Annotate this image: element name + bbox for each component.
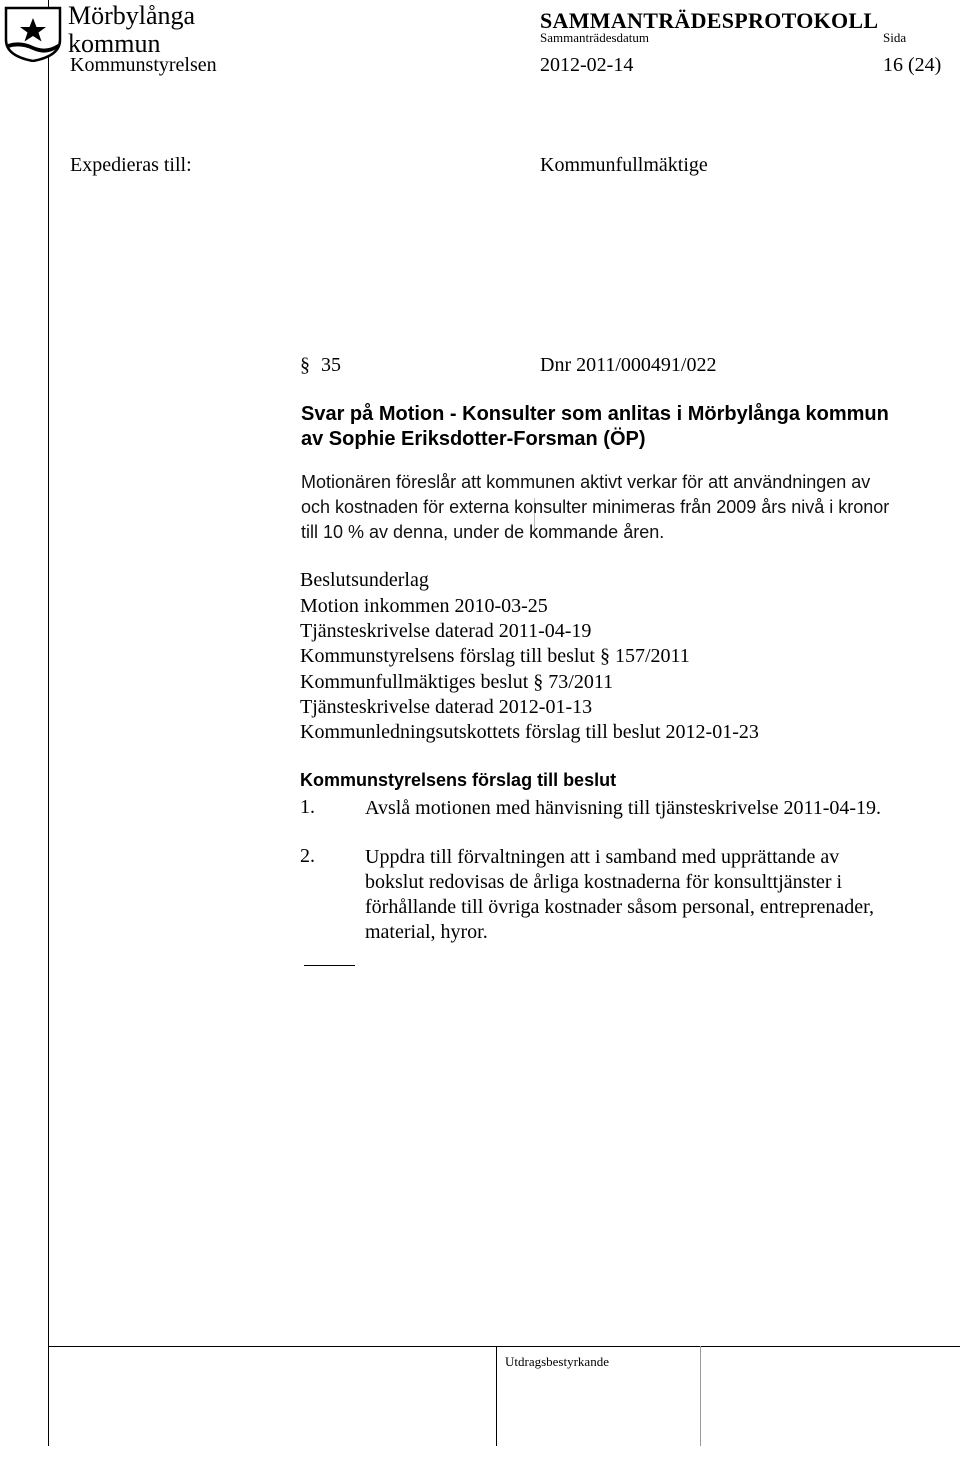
list-item: Tjänsteskrivelse daterad 2012-01-13 bbox=[300, 695, 593, 718]
intro-line-3: till 10 % av denna, under de kommande åren. bbox=[301, 522, 665, 542]
extract-certification-label: Utdragsbestyrkande bbox=[505, 1354, 609, 1369]
page-number: 16 (24) bbox=[883, 54, 942, 76]
proposal-item-text bbox=[365, 796, 945, 821]
beslutsunderlag-list bbox=[300, 594, 759, 745]
municipality-crest-icon bbox=[4, 4, 62, 62]
beslutsunderlag-heading: Beslutsunderlag bbox=[300, 569, 429, 591]
footer-rule bbox=[48, 1346, 960, 1347]
footer-divider-1 bbox=[496, 1346, 497, 1446]
page-label: Sida bbox=[883, 30, 907, 45]
list-item: Kommunledningsutskottets förslag till beslut 2012-01-23 bbox=[300, 721, 759, 744]
expedition-label: Expedieras till: bbox=[70, 154, 192, 176]
paragraph-number-value: 35 bbox=[321, 354, 341, 376]
diary-number: Dnr 2011/000491/022 bbox=[540, 354, 717, 376]
footer-divider-2 bbox=[700, 1346, 701, 1446]
title-line-1: Svar på Motion - Konsulter som anlitas i Mörbylånga kommun bbox=[301, 403, 889, 425]
end-of-item-rule bbox=[304, 965, 355, 966]
paragraph-sign: § bbox=[300, 354, 310, 376]
list-item: Kommunfullmäktiges beslut § 73/2011 bbox=[300, 670, 614, 693]
proposal-item-number: 1. bbox=[300, 796, 315, 818]
logo-line-2: kommun bbox=[68, 29, 161, 58]
list-item: Motion inkommen 2010-03-25 bbox=[300, 595, 548, 617]
left-margin-rule bbox=[48, 0, 49, 1446]
proposal-item-text bbox=[365, 845, 945, 945]
proposal-line: Avslå motionen med hänvisning till tjänsteskrivelse 2011-04-19. bbox=[365, 797, 882, 819]
logo-line-1: Mörbylånga bbox=[68, 1, 196, 30]
proposal-line: material, hyror. bbox=[365, 921, 488, 943]
proposal-line: Uppdra till förvaltningen att i samband med upprättande av bbox=[365, 846, 840, 868]
paragraph-number bbox=[300, 354, 341, 377]
proposal-item-number: 2. bbox=[300, 845, 315, 867]
title-line-2: av Sophie Eriksdotter-Forsman (ÖP) bbox=[301, 428, 646, 450]
proposal-line: förhållande till övriga kostnader såsom personal, entreprenader, bbox=[365, 896, 875, 918]
meeting-body: Kommunstyrelsen bbox=[70, 54, 217, 76]
document-type: SAMMANTRÄDESPROTOKOLL bbox=[540, 8, 879, 33]
list-item: Kommunstyrelsens förslag till beslut § 157/2011 bbox=[300, 645, 690, 668]
municipality-logo-text bbox=[68, 2, 195, 58]
meeting-date-label: Sammanträdesdatum bbox=[540, 30, 650, 45]
proposal-line: bokslut redovisas de årliga kostnaderna för konsulttjänster i bbox=[365, 871, 843, 893]
intro-line-2: och kostnaden för externa konsulter minimeras från 2009 års nivå i kronor bbox=[301, 497, 890, 517]
meeting-date: 2012-02-14 bbox=[540, 54, 634, 76]
motion-summary bbox=[301, 470, 951, 545]
intro-line-1: Motionären föreslår att kommunen aktivt verkar för att användningen av bbox=[301, 472, 871, 492]
expedition-recipient: Kommunfullmäktige bbox=[540, 154, 708, 176]
proposal-heading: Kommunstyrelsens förslag till beslut bbox=[300, 770, 617, 790]
item-title bbox=[301, 402, 941, 452]
list-item: Tjänsteskrivelse daterad 2011-04-19 bbox=[300, 620, 592, 643]
